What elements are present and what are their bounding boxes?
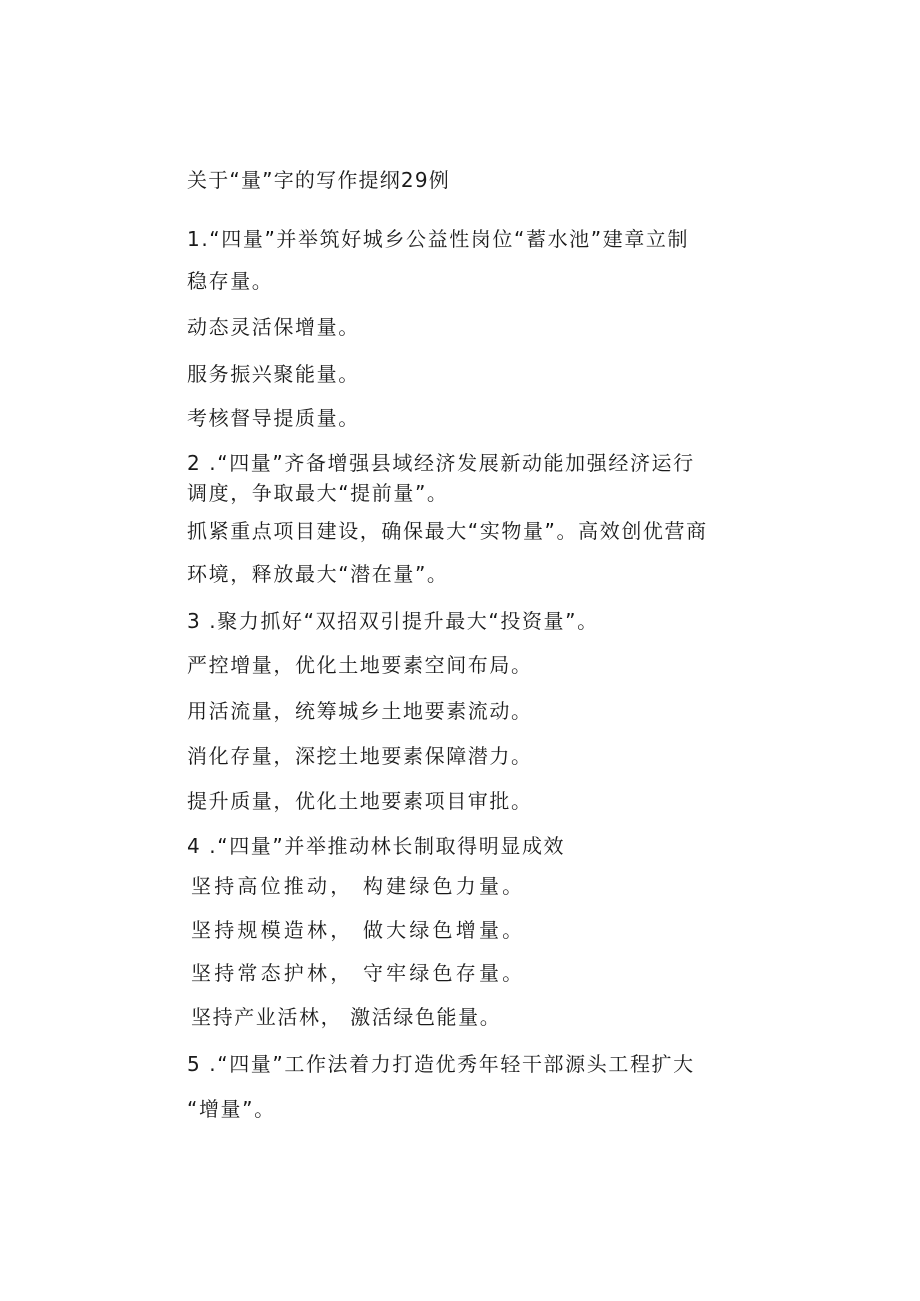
paragraph-line: 考核督导提质量。 xyxy=(187,406,360,430)
paragraph-line: 稳存量。 xyxy=(187,269,274,293)
paragraph-line: 调度，争取最大“提前量”。 xyxy=(187,481,449,505)
paragraph-line: 坚持规模造林， 做大绿色增量。 xyxy=(191,918,526,942)
paragraph-line: 2 .“四量”齐备增强县域经济发展新动能加强经济运行 xyxy=(187,451,695,475)
paragraph-line: 严控增量，优化土地要素空间布局。 xyxy=(187,653,533,677)
paragraph-line: 动态灵活保增量。 xyxy=(187,315,360,339)
paragraph-line: 5 .“四量”工作法着力打造优秀年轻干部源头工程扩大 xyxy=(187,1052,695,1076)
paragraph-line: 消化存量，深挖土地要素保障潜力。 xyxy=(187,744,533,768)
paragraph-line: 坚持高位推动， 构建绿色力量。 xyxy=(191,874,526,898)
paragraph-line: 坚持常态护林， 守牢绿色存量。 xyxy=(191,961,526,985)
paragraph-line: 抓紧重点项目建设，确保最大“实物量”。高效创优营商 xyxy=(187,519,708,543)
paragraph-line: 1.“四量”并举筑好城乡公益性岗位“蓄水池”建章立制 xyxy=(187,227,690,251)
paragraph-line: 4 .“四量”并举推动林长制取得明显成效 xyxy=(187,834,566,858)
paragraph-line: 用活流量，统筹城乡土地要素流动。 xyxy=(187,699,533,723)
document-title: 关于“量”字的写作提纲29例 xyxy=(187,168,450,192)
paragraph-line: 3 .聚力抓好“双招双引提升最大“投资量”。 xyxy=(187,609,599,633)
paragraph-line: 环境，释放最大“潜在量”。 xyxy=(187,562,449,586)
paragraph-line: “增量”。 xyxy=(187,1097,276,1121)
paragraph-line: 服务振兴聚能量。 xyxy=(187,362,360,386)
paragraph-line: 坚持产业活林， 激活绿色能量。 xyxy=(191,1005,502,1029)
paragraph-line: 提升质量，优化土地要素项目审批。 xyxy=(187,789,533,813)
